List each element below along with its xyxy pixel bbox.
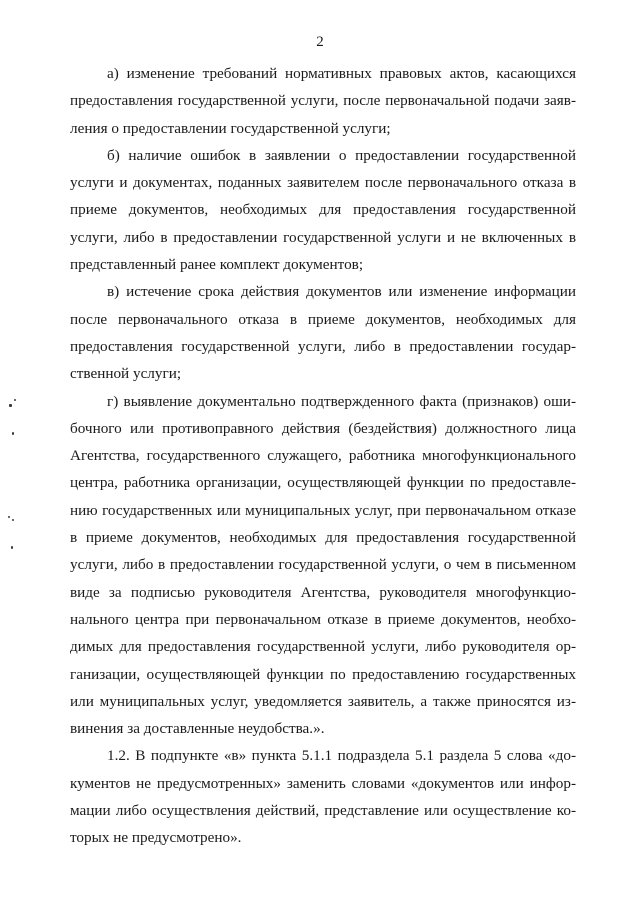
paragraph-g: г) выявление документально подтвержденного факта (признаков) ошибочного или противоправного действия (бездействия) должностного лица Агентства, государственного служащего, работника многофункционального центра, работника организации, осуществляющей функции по предоставлению государственных или муниципальных услуг, при первоначальном отказе в приеме документов, необходимых для предоставления государственной услуги, либо в предоставлении государственной услуги, о чем в письменном виде за подписью руководителя Агентства, руководителя многофункционального центра при первоначальном отказе в приеме документов, необходимых для предоставления государственной услуги, либо руководителя организации, осуществляющей функции по предоставлению государственных или муниципальных услуг, уведомляется заявитель, а также приносятся извинения за доставленные неудобства.». — [70, 392, 576, 738]
paragraph-1-2: 1.2. В подпункте «в» пункта 5.1.1 подраздела 5.1 раздела 5 слова «документов не предусмотренных» заменить словами «документов или информации либо осуществления действий, представление или осуществление которых не предусмотрено». — [70, 747, 576, 847]
scan-speck — [11, 546, 13, 549]
document-body — [70, 60, 576, 852]
paragraph-v: в) истечение срока действия документов или изменение информации после первоначального отказа в приеме документов, необходимых для предоставления государственной услуги, либо в предоставлении государственной услуги; — [70, 283, 576, 383]
scan-speck — [14, 399, 16, 401]
paragraph-b: б) наличие ошибок в заявлении о предоставлении государственной услуги и документах, поданных заявителем после первоначального отказа в приеме документов, необходимых для предоставления государственной услуги, либо в предоставлении государственной услуги и не включенных в представленный ранее комплект документов; — [70, 146, 576, 274]
paragraph-a: а) изменение требований нормативных правовых актов, касающихся предоставления государственной услуги, после первоначальной подачи заявления о предоставлении государственной услуги; — [70, 65, 576, 137]
scan-speck — [8, 516, 10, 518]
scan-speck — [12, 519, 14, 521]
scan-speck — [9, 404, 12, 407]
scan-speck — [12, 432, 14, 435]
page-number: 2 — [316, 34, 324, 50]
